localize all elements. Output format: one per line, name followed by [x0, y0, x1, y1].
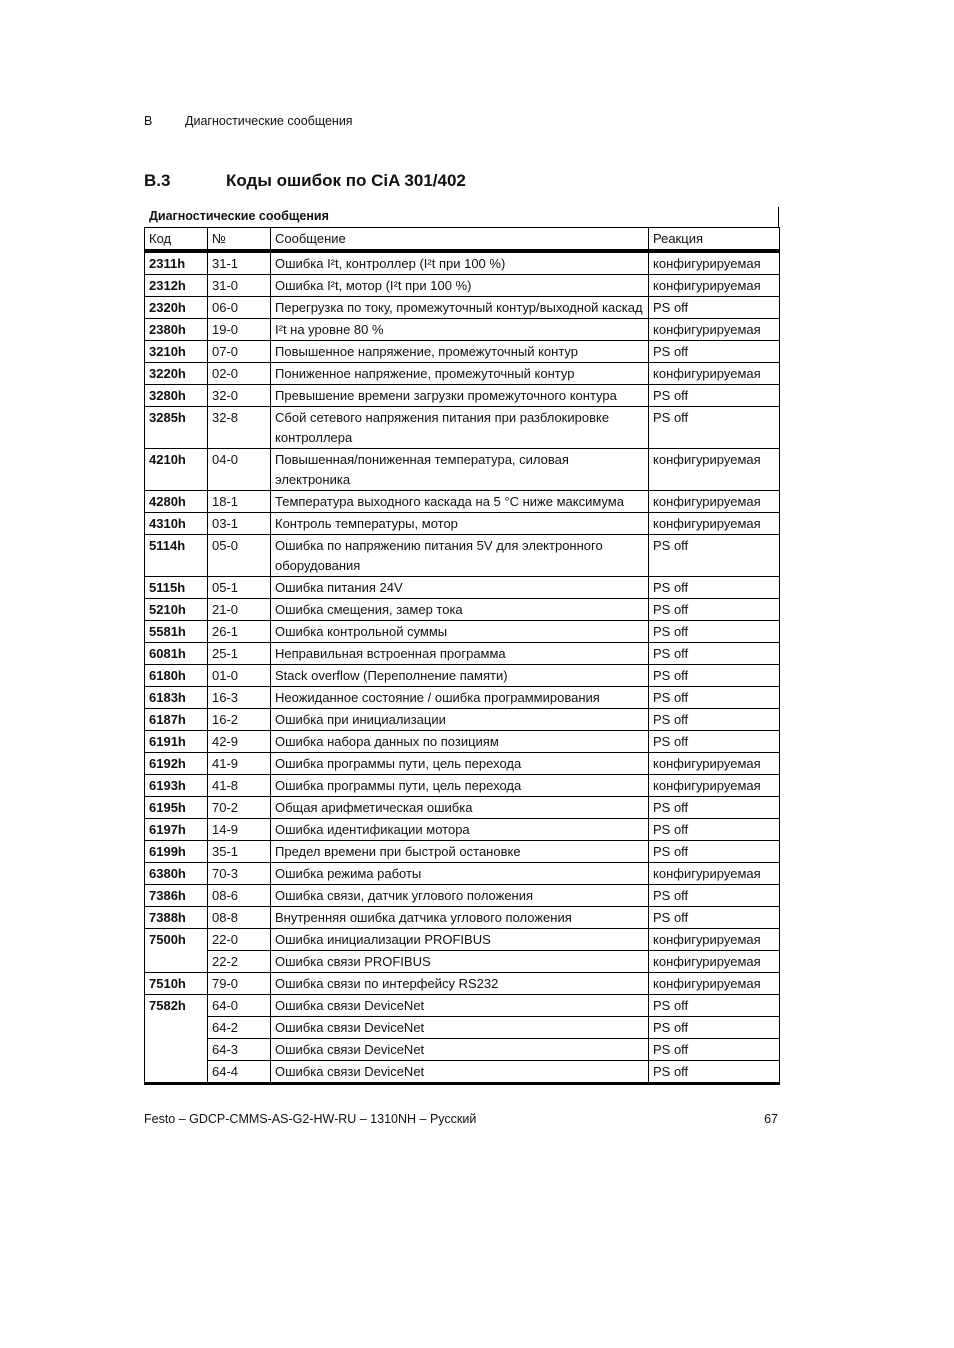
cell-number: 64-2 [208, 1017, 271, 1039]
cell-reaction: PS off [649, 797, 780, 819]
header-message: Сообщение [271, 228, 649, 252]
header-reaction: Реакция [649, 228, 780, 252]
cell-number: 14-9 [208, 819, 271, 841]
cell-message: Пониженное напряжение, промежуточный контур [271, 363, 649, 385]
cell-reaction: PS off [649, 841, 780, 863]
error-codes-table-container [144, 207, 779, 1085]
table-row [145, 577, 780, 599]
cell-number: 06-0 [208, 297, 271, 319]
cell-message: Предел времени при быстрой остановке [271, 841, 649, 863]
cell-number: 18-1 [208, 491, 271, 513]
cell-number: 32-0 [208, 385, 271, 407]
table-row [145, 319, 780, 341]
cell-reaction: конфигурируемая [649, 363, 780, 385]
cell-reaction: PS off [649, 621, 780, 643]
cell-code: 5115h [145, 577, 208, 599]
cell-message: Ошибка программы пути, цель перехода [271, 753, 649, 775]
cell-reaction: конфигурируемая [649, 275, 780, 297]
cell-code: 4280h [145, 491, 208, 513]
cell-number: 21-0 [208, 599, 271, 621]
cell-code: 7388h [145, 907, 208, 929]
cell-message: Ошибка режима работы [271, 863, 649, 885]
cell-message: Ошибка связи, датчик углового положения [271, 885, 649, 907]
cell-reaction: PS off [649, 1039, 780, 1061]
cell-reaction: конфигурируемая [649, 973, 780, 995]
cell-code: 6180h [145, 665, 208, 687]
table-row [145, 407, 780, 449]
cell-number: 42-9 [208, 731, 271, 753]
cell-code: 7386h [145, 885, 208, 907]
cell-message: Ошибка при инициализации [271, 709, 649, 731]
cell-message: Ошибка питания 24V [271, 577, 649, 599]
cell-number: 02-0 [208, 363, 271, 385]
running-head-title: Диагностические сообщения [185, 114, 353, 128]
table-row [145, 841, 780, 863]
header-number: № [208, 228, 271, 252]
cell-reaction: PS off [649, 731, 780, 753]
cell-message: Внутренняя ошибка датчика углового положения [271, 907, 649, 929]
cell-code: 7500h [145, 929, 208, 951]
cell-message: Ошибка связи DeviceNet [271, 1061, 649, 1084]
cell-code: 5114h [145, 535, 208, 577]
cell-number: 03-1 [208, 513, 271, 535]
cell-code: 6192h [145, 753, 208, 775]
cell-code: 2380h [145, 319, 208, 341]
cell-code: 2311h [145, 251, 208, 275]
cell-number: 19-0 [208, 319, 271, 341]
cell-number: 16-3 [208, 687, 271, 709]
table-row [145, 951, 780, 973]
table-row [145, 797, 780, 819]
cell-message: Ошибка смещения, замер тока [271, 599, 649, 621]
table-row [145, 1039, 780, 1061]
cell-reaction: PS off [649, 709, 780, 731]
cell-reaction: PS off [649, 385, 780, 407]
cell-reaction: PS off [649, 885, 780, 907]
cell-number: 35-1 [208, 841, 271, 863]
cell-code: 3285h [145, 407, 208, 449]
table-row [145, 341, 780, 363]
cell-number: 07-0 [208, 341, 271, 363]
cell-reaction: PS off [649, 643, 780, 665]
cell-message: Ошибка связи DeviceNet [271, 1017, 649, 1039]
table-caption: Диагностические сообщения [144, 207, 779, 227]
cell-code: 4310h [145, 513, 208, 535]
cell-code: 2312h [145, 275, 208, 297]
cell-code: 3210h [145, 341, 208, 363]
table-row [145, 687, 780, 709]
cell-message: Неправильная встроенная программа [271, 643, 649, 665]
table-row [145, 449, 780, 491]
table-row [145, 973, 780, 995]
error-codes-table [144, 227, 780, 1085]
table-row [145, 819, 780, 841]
table-row [145, 907, 780, 929]
table-row [145, 385, 780, 407]
cell-code: 5210h [145, 599, 208, 621]
table-row [145, 885, 780, 907]
cell-code [145, 1061, 208, 1084]
cell-reaction: PS off [649, 341, 780, 363]
cell-number: 79-0 [208, 973, 271, 995]
table-body [145, 251, 780, 1084]
cell-message: Ошибка набора данных по позициям [271, 731, 649, 753]
cell-number: 70-3 [208, 863, 271, 885]
cell-number: 05-0 [208, 535, 271, 577]
table-row [145, 513, 780, 535]
cell-reaction: PS off [649, 577, 780, 599]
cell-reaction: конфигурируемая [649, 775, 780, 797]
table-row [145, 753, 780, 775]
table-row [145, 621, 780, 643]
cell-reaction: конфигурируемая [649, 753, 780, 775]
cell-reaction: конфигурируемая [649, 449, 780, 491]
cell-message: Превышение времени загрузки промежуточного контура [271, 385, 649, 407]
cell-code: 6081h [145, 643, 208, 665]
cell-message: Ошибка контрольной суммы [271, 621, 649, 643]
cell-reaction: PS off [649, 687, 780, 709]
table-row [145, 297, 780, 319]
cell-code: 7510h [145, 973, 208, 995]
cell-reaction: PS off [649, 907, 780, 929]
cell-code [145, 1017, 208, 1039]
cell-number: 16-2 [208, 709, 271, 731]
footer-document-id: Festo – GDCP-CMMS-AS-G2-HW-RU – 1310NH – Русский [144, 1112, 477, 1126]
cell-reaction: конфигурируемая [649, 863, 780, 885]
cell-message: Повышенная/пониженная температура, силовая электроника [271, 449, 649, 491]
cell-code: 6187h [145, 709, 208, 731]
cell-message: Неожиданное состояние / ошибка программирования [271, 687, 649, 709]
cell-number: 70-2 [208, 797, 271, 819]
cell-code: 6195h [145, 797, 208, 819]
table-row [145, 491, 780, 513]
cell-reaction: конфигурируемая [649, 319, 780, 341]
cell-number: 41-9 [208, 753, 271, 775]
table-row [145, 275, 780, 297]
cell-number: 64-3 [208, 1039, 271, 1061]
cell-number: 22-2 [208, 951, 271, 973]
table-row [145, 1017, 780, 1039]
section-heading: Коды ошибок по CiA 301/402 [226, 171, 466, 190]
cell-reaction: PS off [649, 1017, 780, 1039]
cell-code: 6380h [145, 863, 208, 885]
table-row [145, 775, 780, 797]
cell-number: 22-0 [208, 929, 271, 951]
cell-message: Ошибка связи DeviceNet [271, 1039, 649, 1061]
cell-number: 04-0 [208, 449, 271, 491]
cell-reaction: PS off [649, 407, 780, 449]
footer-page-number: 67 [764, 1112, 778, 1126]
cell-message: Температура выходного каскада на 5 °C ниже максимума [271, 491, 649, 513]
table-row [145, 665, 780, 687]
cell-reaction: PS off [649, 665, 780, 687]
cell-reaction: PS off [649, 535, 780, 577]
cell-message: Ошибка I²t, мотор (I²t при 100 %) [271, 275, 649, 297]
cell-code [145, 1039, 208, 1061]
table-row [145, 599, 780, 621]
cell-message: Ошибка связи по интерфейсу RS232 [271, 973, 649, 995]
cell-code: 3220h [145, 363, 208, 385]
cell-code: 5581h [145, 621, 208, 643]
section-number: B.3 [144, 171, 171, 190]
cell-code: 6183h [145, 687, 208, 709]
cell-number: 31-1 [208, 251, 271, 275]
cell-reaction: PS off [649, 297, 780, 319]
cell-reaction: конфигурируемая [649, 929, 780, 951]
table-row [145, 709, 780, 731]
cell-message: Ошибка связи PROFIBUS [271, 951, 649, 973]
section-title [144, 171, 466, 191]
cell-code: 6199h [145, 841, 208, 863]
cell-message: Ошибка I²t, контроллер (I²t при 100 %) [271, 251, 649, 275]
cell-number: 64-0 [208, 995, 271, 1017]
running-head [144, 114, 353, 128]
cell-code: 2320h [145, 297, 208, 319]
table-row [145, 251, 780, 275]
cell-message: Ошибка программы пути, цель перехода [271, 775, 649, 797]
cell-number: 08-8 [208, 907, 271, 929]
cell-message: Сбой сетевого напряжения питания при разблокировке контроллера [271, 407, 649, 449]
table-row [145, 535, 780, 577]
cell-reaction: PS off [649, 599, 780, 621]
cell-message: Повышенное напряжение, промежуточный контур [271, 341, 649, 363]
cell-message: I²t на уровне 80 % [271, 319, 649, 341]
cell-number: 31-0 [208, 275, 271, 297]
table-header-row [145, 228, 780, 252]
table-row [145, 929, 780, 951]
header-code: Код [145, 228, 208, 252]
cell-code: 6193h [145, 775, 208, 797]
cell-number: 25-1 [208, 643, 271, 665]
cell-message: Ошибка связи DeviceNet [271, 995, 649, 1017]
table-row [145, 1061, 780, 1084]
cell-number: 26-1 [208, 621, 271, 643]
cell-number: 05-1 [208, 577, 271, 599]
table-row [145, 363, 780, 385]
cell-message: Ошибка по напряжению питания 5V для электронного оборудования [271, 535, 649, 577]
cell-reaction: конфигурируемая [649, 513, 780, 535]
cell-message: Ошибка инициализации PROFIBUS [271, 929, 649, 951]
cell-message: Ошибка идентификации мотора [271, 819, 649, 841]
cell-message: Контроль температуры, мотор [271, 513, 649, 535]
table-row [145, 643, 780, 665]
cell-number: 64-4 [208, 1061, 271, 1084]
running-head-chapter: B [144, 114, 153, 128]
cell-reaction: конфигурируемая [649, 491, 780, 513]
cell-reaction: PS off [649, 819, 780, 841]
cell-code: 7582h [145, 995, 208, 1017]
cell-message: Перегрузка по току, промежуточный контур/выходной каскад [271, 297, 649, 319]
cell-message: Stack overflow (Переполнение памяти) [271, 665, 649, 687]
cell-message: Общая арифметическая ошибка [271, 797, 649, 819]
table-row [145, 995, 780, 1017]
table-row [145, 731, 780, 753]
cell-code: 4210h [145, 449, 208, 491]
cell-number: 08-6 [208, 885, 271, 907]
cell-reaction: конфигурируемая [649, 251, 780, 275]
cell-number: 41-8 [208, 775, 271, 797]
cell-number: 32-8 [208, 407, 271, 449]
cell-code: 6197h [145, 819, 208, 841]
cell-code: 3280h [145, 385, 208, 407]
cell-code: 6191h [145, 731, 208, 753]
cell-code [145, 951, 208, 973]
table-row [145, 863, 780, 885]
cell-reaction: PS off [649, 995, 780, 1017]
cell-number: 01-0 [208, 665, 271, 687]
cell-reaction: PS off [649, 1061, 780, 1084]
cell-reaction: конфигурируемая [649, 951, 780, 973]
